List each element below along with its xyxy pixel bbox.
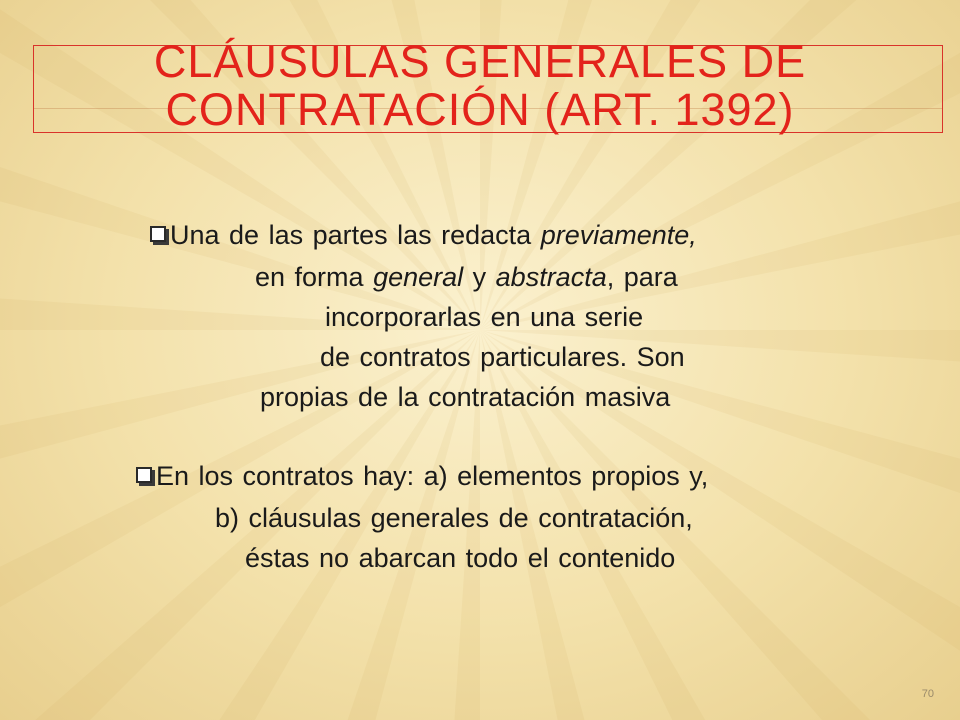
bullet-2-line-2: b) cláusulas generales de contratación, [215,503,693,533]
bullet-2-line-1: En los contratos hay: a) elementos propios y, [136,455,708,497]
bullet-1-line-3: incorporarlas en una serie [325,302,644,332]
title-line-1: CLÁUSULAS GENERALES DE [153,36,807,87]
bullet-1-line-1: Una de las partes las redacta previamente, [150,214,697,256]
hollow-square-bullet-icon [150,226,166,242]
bullet-1-line-4: de contratos particulares. Son [320,342,685,372]
bullet-1-line-2: en forma general y abstracta, para [255,262,678,292]
bullet-1-line-5: propias de la contratación masiva [260,382,671,412]
title-line-2: CONTRATACIÓN (ART. 1392) [165,84,795,135]
bullet-2-line-3: éstas no abarcan todo el contenido [245,543,676,573]
page-number: 70 [921,688,934,700]
hollow-square-bullet-icon [136,467,152,483]
